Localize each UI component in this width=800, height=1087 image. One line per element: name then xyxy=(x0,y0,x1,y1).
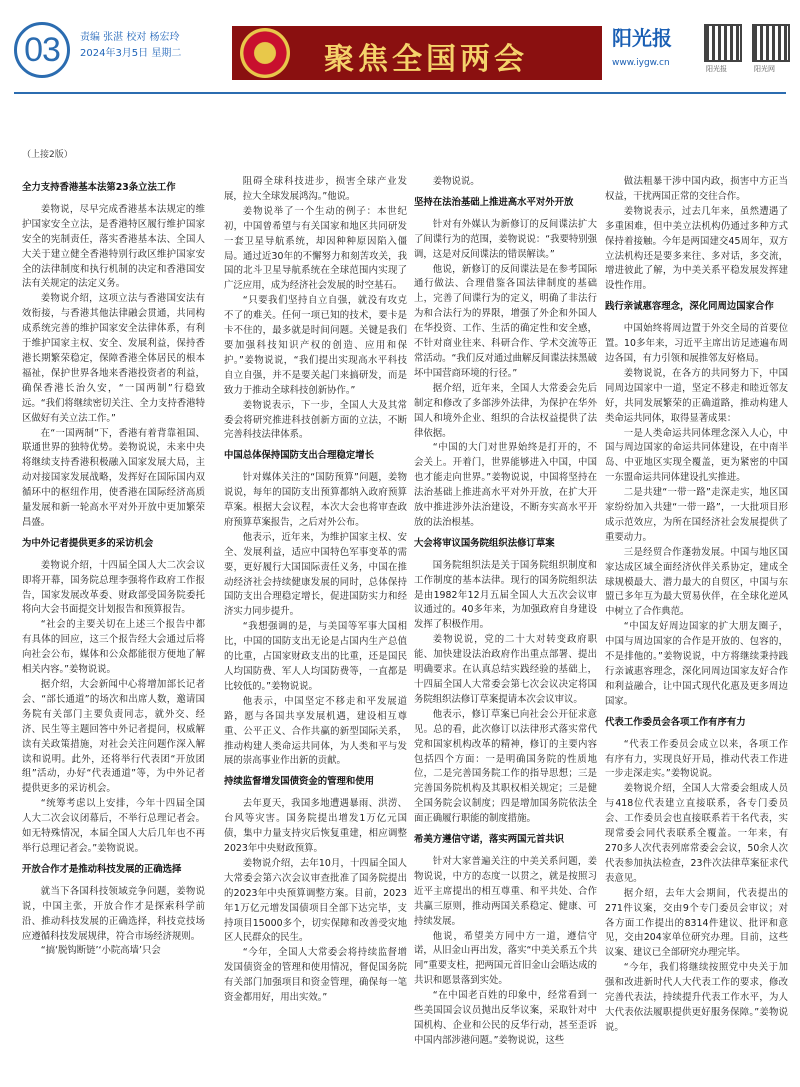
article-column-3 xyxy=(414,175,597,1075)
qr-label-2: 阳光网 xyxy=(754,65,775,73)
paragraph: 姜物说介绍，这项立法与香港国安法有效衔接，与香港其他法律融会贯通，共同构成系统完善的维护国家安全法律体系，有利于维护国家主权、安全、发展利益，保持香港长期繁荣稳定，保障香港全体居民的根本福祉，保护世界各地来香港投资者的利益，确保香港长治久安，“一国两制”行稳致远。“我们将继续密切关注、全力支持香港特区做好有关立法工作。” xyxy=(22,293,205,424)
paragraph: 姜物说说，在各方的共同努力下，中国同周边国家中一道，坚定不移走和睦近邻友好，共同发展繁荣的正确道路，推动构建人类命运共同体，取得显著成果： xyxy=(605,367,788,424)
paragraph: 姜物说，尽早完成香港基本法规定的维护国家安全立法，是香港特区履行维护国家安全的宪制责任，落实香港基本法、全国人大关于建立健全香港特别行政区维护国家安全的法律制度和执行机制的决定和香港国安法有关规定的法定义务。 xyxy=(22,203,205,290)
paragraph: 据介绍，近年来，全国人大常委会先后制定和修改了多部涉外法律，为保护在华外国人和境外企业、组织的合法权益提供了法律依据。 xyxy=(414,382,597,439)
paragraph: 二是共建“一带一路”走深走实，地区国家纷纷加入共建“一带一路”，一大批项目形成示范效应，为所在国经济社会发展提供了重要动力。 xyxy=(605,487,788,543)
paragraph: 中国始终将周边置于外交全局的首要位置。10多年来，习近平主席出访足迹遍布周边各国，有力引领和展推邻友好格局。 xyxy=(605,323,788,364)
paragraph: 姜物说介绍，去年10月，十四届全国人大常委会第六次会议审查批准了国务院提出的2023年中央预算调整方案。目前，2023年1万亿元增发国债项目全部下达完毕，支持项目15000多个，切实保障和改善受灾地区人民群众的民生。 xyxy=(224,857,407,944)
banner-title: 聚焦全国两会 xyxy=(324,42,528,77)
paragraph: 他表示，修订草案已向社会公开征求意见。总的看，此次修订以法律形式落实常代党和国家机构改革的精神，修订的主要内容包括四个方面：一是明确国务院的性质地位，二是完善国务院工作的指导思想；三是完善国务院机构及其职权相关规定；三是健全国务院会议制度；四是增加国务院依法全面正确履行职能的制度措施。 xyxy=(414,708,597,825)
paragraph: 做法粗暴干涉中国内政，损害中方正当权益，干扰两国正常的交往合作。 xyxy=(605,176,788,202)
paragraph: 姜物说举了一个生动的例子：本世纪初，中国曾希望与有关国家和地区共同研发一套卫星导航系统，却因种种原因陷入僵局。通过近30年的不懈努力和刻苦攻关，我国的北斗卫星导航系统在全球范围内实现了广泛应用，成为经济社会发展的时空基石。 xyxy=(224,205,407,292)
paragraph: 姜物说说，党的二十大对转变政府职能、加快建设法治政府作出重点部署、提出明确要求。在认真总结实践经验的基础上，十四届全国人大常委会第七次会议决定将国务院组织法修订草案提请本次会议审议。 xyxy=(414,634,597,705)
paragraph: “社会的主要关切在上述三个报告中都有具体的回应，这三个报告经大会通过后将向社会公布，媒体和公众都能很方便地了解相关内容。”姜物说说。 xyxy=(22,619,205,676)
paragraph: 针对大家普遍关注的中美关系问题，姜物说说，中方的态度一以贯之，就是按照习近平主席提出的相互尊重、和平共处、合作共赢三原则，推动两国关系稳定、健康、可持续发展。 xyxy=(414,855,597,927)
paragraph: 他表示，中国坚定不移走和平发展道路，愿与各国共享发展机遇，建设相互尊重、公平正义、合作共赢的新型国际关系，推动构建人类命运共同体，为人类和平与发展的崇高事业作出新的贡献。 xyxy=(224,695,407,767)
qr-code-icon[interactable] xyxy=(752,24,790,62)
continued-note: （上接2版） xyxy=(22,150,73,160)
editors-line: 责编 张湛 校对 杨宏玲 xyxy=(80,32,180,43)
qr-code-icon[interactable] xyxy=(704,24,742,62)
national-emblem-icon xyxy=(240,28,290,78)
paragraph: “只要我们坚持自立自强，就没有攻克不了的难关。任何一项已知的技术，要卡是卡不住的，最多就是时间问题。关键是我们要加强科技知识产权的创造、应用和保护。”姜物说说，“我们提出实现高水平科技自立自强，并不是要关起门来搞研发，而是致力于推动全球科技创新协作。” xyxy=(224,295,407,396)
paragraph: 姜物说表示，过去几年来，虽然遭遇了多重困难，但中美立法机构仍通过多种方式保持着接触。今年是两国建交45周年，双方立法机构还是要多来往、多对话，多交流，增进彼此了解，为中美关系平稳发展发挥建设性作用。 xyxy=(605,205,788,292)
paragraph: 姜物说表示，下一步，全国人大及其常委会将研究推进科技创新方面的立法，不断完善科技法律体系。 xyxy=(224,399,407,441)
paragraph: 据介绍，大会新闻中心将增加部长记者会、“部长通道”的场次和出席人数，邀请国务院有关部门主要负责同志，就外交、经济、民生等主题回答中外记者提问，权威解读有关政策措施，对社会关注问题作深入解读和说明。此外，还将举行代表团“开放团组”活动，办好“代表通道”等，为中外记者提供更多的采访机会。 xyxy=(22,679,205,795)
paragraph: 阻碍全球科技进步，损害全球产业发展，拉大全球发展鸿沟。”他说。 xyxy=(224,176,407,202)
paragraph: “今年，全国人大常委会将持续监督增发国债资金的管理和使用情况，督促国务院有关部门加强项目和资金管理，确保每一笔资金都用好，用出实效。” xyxy=(224,947,407,1004)
section-banner xyxy=(232,26,602,80)
qr-label-1: 阳光报 xyxy=(706,65,727,73)
section-heading: 开放合作才是推动科技发展的正确选择 xyxy=(22,863,182,875)
paragraph: 三是经贸合作蓬勃发展。中国与地区国家达成区域全面经济伙伴关系协定，建成全球规模最大、潜力最大的自贸区，中国与东盟已多年互为最大贸易伙伴，在全球化逆风中树立了合作典范。 xyxy=(605,546,788,618)
page-header xyxy=(0,0,800,98)
section-heading: 大会将审议国务院组织法修订草案 xyxy=(414,537,555,549)
paragraph: “统筹考虑以上安排，今年十四届全国人大二次会议闭幕后，不举行总理记者会。如无特殊情况，本届全国人大后几年也不再举行总理记者会。”姜物说说。 xyxy=(22,798,205,854)
section-heading: 坚持在法治基础上推进高水平对外开放 xyxy=(414,196,574,208)
date-line: 2024年3月5日 星期二 xyxy=(80,48,182,59)
section-heading: 希美方遵信守诺，落实两国元首共识 xyxy=(414,834,565,846)
site-url[interactable]: www.iygw.cn xyxy=(612,58,670,68)
paragraph: 他说，新修订的反间谍法是在参考国际通行做法、合理借鉴各国法律制度的基础上，完善了间谍行为的定义，明确了非法行为和合法行为的界限，增强了外企和外国人在华投资、工作、生活的确定性和安全感，不针对商业往来、科研合作、学术交流等正常活动。“我们反对通过曲解反间谍法抹黑破坏中国营商环境的行径。” xyxy=(414,263,597,379)
paragraph: 姜物说说。 xyxy=(432,176,480,187)
paragraph: “中国的大门对世界始终是打开的，不会关上。开着门，世界能够进入中国，中国也才能走向世界。”姜物说说，中国将坚持在法治基础上推进高水平对外开放，在扩大开放中推进涉外法治建设，不断夯实高水平开放的法治根基。 xyxy=(414,442,597,528)
paragraph: 就当下各国科技领域竞争问题，姜物说说，中国主张，开放合作才是探索科学前沿、推动科技发展的正确选择，科技竞技场应遵循科技发展规律，符合市场经济规则。 xyxy=(22,885,205,942)
page-number: 03 xyxy=(14,22,70,78)
paragraph: 去年夏天，我国多地遭遇暴雨、洪涝、台风等灾害。国务院提出增发1万亿元国债，集中力量支持灾后恢复重建，相应调整2023年中央财政预算。 xyxy=(224,798,407,854)
paragraph: 姜物说介绍，十四届全国人大二次会议即将开幕，国务院总理李强将作政府工作报告，国家发展改革委、财政部受国务院委托将向大会书面提交计划报告和预算报告。 xyxy=(22,559,205,616)
paragraph: 据介绍，去年大会期间，代表提出的271件议案，交由9个专门委员会审议；对各方面工作提出的8314件建议、批评和意见，交由204家单位研究办理。目前，这些议案、建议已全部研究办理完毕。 xyxy=(605,887,788,959)
newspaper-logo: 阳光报 xyxy=(612,26,672,50)
paragraph: “中国友好周边国家的扩大朋友圈子，中国与周边国家的合作是开放的、包容的，不是排他的。”姜物说说，中方将继续秉持践行亲诚惠容理念，深化同周边国家友好合作和利益融合，让中国式现代化惠及更多周边国家。 xyxy=(605,621,788,707)
paragraph: 在“一国两制”下，香港有着背靠祖国、联通世界的独特优势。姜物说说，未来中央将继续支持香港积极融入国家发展大局，主动对接国家发展战略，发挥好在国际国内双循环中的枢纽作用，使香港在国际经济高质量发展和新一轮高水平对外开放中更加繁荣昌盛。 xyxy=(22,427,205,528)
paragraph: “搞‘脱钩断链’‘小院高墙’只会 xyxy=(40,945,161,957)
article-column-1 xyxy=(22,175,205,1075)
paragraph: 他说，希望美方同中方一道，遵信守诺，从旧金山再出发，落实“中美关系五个共同”重要支柱，把两国元首旧金山会晤达成的共识和愿景落到实处。 xyxy=(414,930,597,987)
section-heading: 为中外记者提供更多的采访机会 xyxy=(22,537,154,549)
paragraph: 姜物说介绍，全国人大常委会组成人员与418位代表建立直接联系，各专门委员会、工作委员会也直接联系若干名代表，实现常委会同代表联系全覆盖。一年来，有270多人次代表列席常委会会议，50余人次代表参加执法检查，23件次法律草案征求代表意见。 xyxy=(605,783,788,884)
paragraph: 针对有外媒认为新修订的反间谍法扩大了间谍行为的范围，姜物说说：“我要特别强调，这是对反间谍法的错误解读。” xyxy=(414,218,597,260)
section-heading: 代表工作委员会各项工作有序有力 xyxy=(605,716,746,728)
section-heading: 中国总体保持国防支出合理稳定增长 xyxy=(224,450,375,462)
section-heading: 持续监督增发国债资金的管理和使用 xyxy=(224,776,375,788)
article-column-2 xyxy=(224,175,407,1075)
article-column-4 xyxy=(605,175,788,1075)
paragraph: 国务院组织法是关于国务院组织制度和工作制度的基本法律。现行的国务院组织法是由1982年12月五届全国人大五次会议审议通过的。40多年来，为加强政府自身建设发挥了积极作用。 xyxy=(414,559,597,631)
paragraph: “代表工作委员会成立以来，各项工作有序有力，实现良好开局，推动代表工作进一步走深走实。”姜物说说。 xyxy=(605,738,788,780)
section-heading: 践行亲诚惠容理念，深化同周边国家合作 xyxy=(605,301,774,313)
paragraph: 一是人类命运共同体理念深入人心，中国与周边国家的命运共同体建设，在中南半岛、中亚地区实现全覆盖，更为紧密的中国一东盟命运共同体建设扎实推进。 xyxy=(605,427,788,484)
paragraph: “今年，我们将继续按照党中央关于加强和改进新时代人大代表工作的要求，修改完善代表法，持续提升代表工作水平，为人大代表依法履职提供更好服务保障。”姜物说说。 xyxy=(605,962,788,1033)
page-meta xyxy=(80,30,181,62)
paragraph: 针对媒体关注的“国防预算”问题，姜物说说，每年的国防支出预算都纳入政府预算草案。根据大会议程，本次大会也将审查政府预算草案报告，之后对外公布。 xyxy=(224,472,407,528)
paragraph: “在中国老百姓的印象中，经常看到一些美国国会议员抛出反华议案，采取针对中国机构、企业和公民的反华行动，甚至歪诉中国内部涉港问题。”姜物说说，这些 xyxy=(414,990,597,1046)
section-heading: 全力支持香港基本法第23条立法工作 xyxy=(22,182,176,193)
header-rule xyxy=(14,92,786,94)
paragraph: 他表示，近年来，为维护国家主权、安全、发展利益，适应中国特色军事变革的需要，更好履行大国国际责任义务，中国在推动经济社会持续健康发展的同时，总体保持国防支出合理稳定增长，促进国防实力和经济实力同步提升。 xyxy=(224,531,407,618)
paragraph: “我想强调的是，与美国等军事大国相比，中国的国防支出无论是占国内生产总值的比重，占国家财政支出的比重，还是国民人均国防费、军人人均国防费等，一直都是比较低的。”姜物说说。 xyxy=(224,621,407,692)
